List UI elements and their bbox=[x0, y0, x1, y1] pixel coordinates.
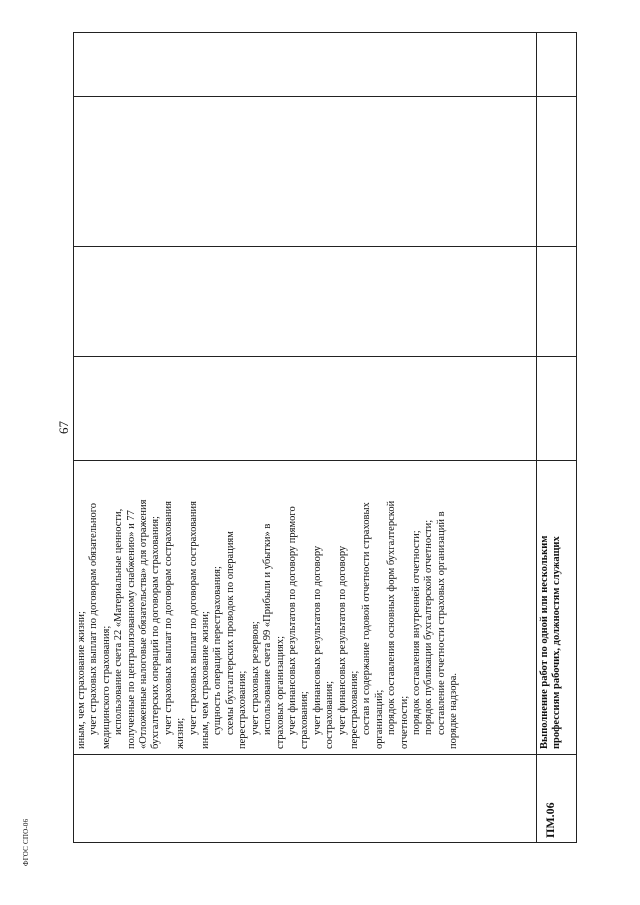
empty-cell bbox=[537, 357, 577, 461]
content-line: учет страховых выплат по договорам сострахования bbox=[187, 501, 199, 735]
content-line: жизни; bbox=[175, 717, 187, 749]
content-line: иным, чем страхование жизни; bbox=[200, 611, 212, 749]
content-line: составление отчетности страховых организаций в bbox=[435, 511, 447, 735]
content-line: учет финансовых результатов по договору bbox=[336, 545, 348, 735]
content-line: профессиям рабочих, должностям служащих bbox=[551, 536, 563, 749]
content-line: порядок составления внутренней отчетности; bbox=[410, 530, 422, 735]
content-line: порядок публикации бухгалтерской отчетности; bbox=[423, 519, 435, 735]
content-line: организаций; bbox=[373, 689, 385, 749]
content-line: полученные по централизованному снабжению» и 77 bbox=[125, 510, 137, 749]
content-line: порядок составления основных форм бухгалтерской bbox=[386, 500, 398, 735]
empty-cell bbox=[74, 33, 537, 97]
curriculum-table bbox=[73, 33, 576, 843]
table-row bbox=[74, 33, 537, 843]
empty-cell bbox=[537, 97, 577, 247]
content-line: порядке надзора. bbox=[448, 672, 460, 749]
module-code-cell: ПМ.06 bbox=[537, 755, 577, 843]
content-line: использование счета 22 «Материальные ценности, bbox=[113, 508, 125, 735]
content-line: бухгалтерских операций по договорам страхования; bbox=[150, 516, 162, 749]
content-line: страхования; bbox=[299, 691, 311, 749]
content-line: сострахования; bbox=[324, 680, 336, 749]
table-row bbox=[537, 33, 577, 843]
content-line: состав и содержание годовой отчетности страховых bbox=[361, 502, 373, 735]
curriculum-table-grid bbox=[73, 32, 577, 843]
footer-code: ФГОС СПО-06 bbox=[22, 818, 30, 866]
content-line: сущность операций перестрахования; bbox=[212, 566, 224, 735]
content-line: медицинского страхования; bbox=[100, 625, 112, 749]
content-line: учет страховых выплат по договорам обязательного bbox=[88, 503, 100, 735]
empty-cell bbox=[74, 247, 537, 357]
content-line: учет страховых резервов; bbox=[249, 621, 261, 735]
content-line: страховых организациях; bbox=[274, 635, 286, 749]
row-content-cell bbox=[74, 461, 537, 755]
content-line: учет финансовых результатов по договору прямого bbox=[286, 506, 298, 735]
empty-cell bbox=[74, 357, 537, 461]
content-line: перестрахования; bbox=[237, 670, 249, 749]
row-code-cell bbox=[74, 755, 537, 843]
module-title-cell bbox=[537, 461, 577, 755]
page-number: 67 bbox=[56, 421, 71, 434]
content-line: Выполнение работ по одной или нескольким bbox=[539, 535, 550, 749]
content-line: иным, чем страхование жизни; bbox=[76, 611, 87, 749]
content-line: учет страховых выплат по договорам сострахования bbox=[162, 501, 174, 735]
content-line: учет финансовых результатов по договору bbox=[311, 545, 323, 735]
empty-cell bbox=[74, 97, 537, 247]
empty-cell bbox=[537, 33, 577, 97]
content-line: использование счета 99 «Прибыли и убытки» в bbox=[262, 523, 274, 735]
content-line: отчетности; bbox=[398, 695, 410, 749]
content-line: перестрахования; bbox=[348, 670, 360, 749]
empty-cell bbox=[537, 247, 577, 357]
content-line: «Отложенные налоговые обязательства» для отражения bbox=[138, 499, 150, 749]
content-line: схемы бухгалтерских проводок по операциям bbox=[224, 531, 236, 735]
